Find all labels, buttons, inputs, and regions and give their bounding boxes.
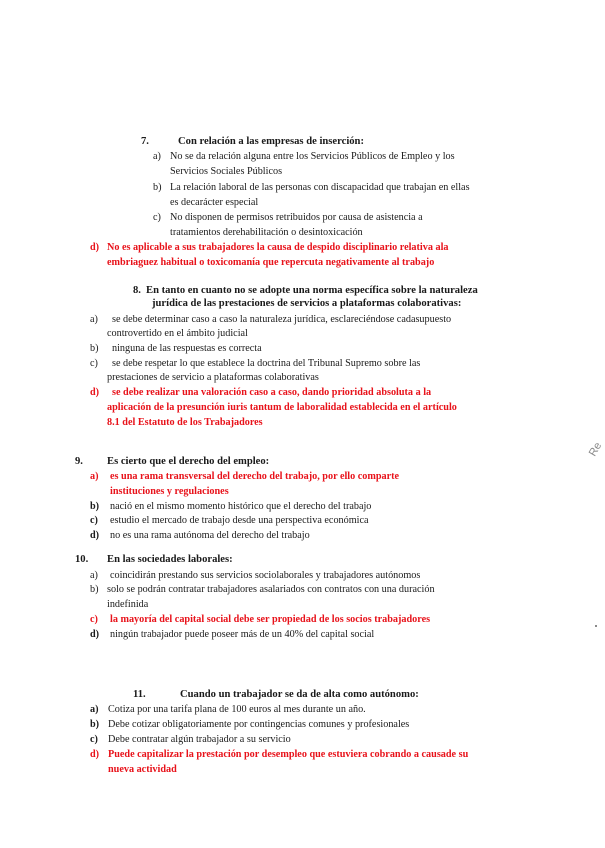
q11-option-d-text-2: nueva actividad: [108, 764, 177, 775]
q7-option-a-text-2: Servicios Sociales Públicos: [170, 166, 283, 177]
q8-option-d-text-2: aplicación de la presunción iuris tantum de laboralidad establecida en el artículo: [107, 402, 457, 413]
q11-option-c-text-1: Debe contratar algún trabajador a su servicio: [108, 734, 291, 745]
q9-option-b-text-1: nació en el mismo momento histórico que el derecho del trabajo: [110, 501, 372, 512]
question-8-title-1: En tanto en cuanto no se adopte una norma específica sobre la naturaleza: [146, 285, 478, 296]
q11-option-c-letter: c): [90, 734, 98, 745]
question-10-title: En las sociedades laborales:: [107, 554, 233, 565]
q9-option-d-text-1: no es una rama autónoma del derecho del trabajo: [110, 530, 310, 541]
q11-option-b-letter: b): [90, 719, 100, 730]
q11-option-a-letter: a): [90, 704, 99, 715]
q7-option-a-text-1: No se da relación alguna entre los Servicios Públicos de Empleo y los: [170, 151, 455, 162]
q11-option-b-text-1: Debe cotizar obligatoriamente por contingencias comunes y profesionales: [108, 719, 410, 730]
question-7-number: 7.: [141, 136, 149, 147]
q8-option-a-letter: a): [90, 314, 98, 325]
q7-option-c-letter: c): [153, 212, 161, 223]
q10-option-b-text-2: indefinida: [107, 599, 149, 610]
question-9-title: Es cierto que el derecho del empleo:: [107, 456, 270, 467]
q8-option-b-letter: b): [90, 343, 99, 354]
q11-option-d-text-1: Puede capitalizar la prestación por desempleo que estuviera cobrando a causade su: [108, 749, 469, 760]
question-8-number: 8.: [133, 285, 141, 296]
q10-option-a-letter: a): [90, 570, 98, 581]
q8-option-d-text-3: 8.1 del Estatuto de los Trabajadores: [107, 417, 263, 428]
q11-option-d-letter: d): [90, 749, 100, 760]
q8-option-a-text-1: se debe determinar caso a caso la naturaleza jurídica, esclareciéndose cadasupuesto: [112, 314, 452, 325]
q9-option-c-text-1: estudio el mercado de trabajo desde una perspectiva económica: [110, 515, 369, 526]
q7-option-c-text-2: tratamientos derehabilitación o desintoxicación: [170, 227, 363, 238]
q9-option-a-text-1: es una rama transversal del derecho del trabajo, por ello comparte: [110, 471, 400, 482]
q8-option-d-letter: d): [90, 387, 100, 398]
q10-option-a-text-1: coincidirán prestando sus servicios sociolaborales y trabajadores autónomos: [110, 570, 421, 581]
q10-option-d-text-1: ningún trabajador puede poseer más de un 40% del capital social: [110, 629, 375, 640]
watermark: Re: [586, 440, 605, 459]
q11-option-a-text-1: Cotiza por una tarifa plana de 100 euros al mes durante un año.: [108, 704, 366, 715]
question-11-number: 11.: [133, 689, 146, 700]
q7-option-b-text-2: es decarácter especial: [170, 197, 259, 208]
question-8-title-2: jurídica de las prestaciones de servicios a plataformas colaborativas:: [152, 298, 462, 309]
question-7-title: Con relación a las empresas de inserción:: [178, 136, 364, 147]
q10-option-b-text-1: solo se podrán contratar trabajadores asalariados con contratos con una duración: [107, 584, 435, 595]
q9-option-a-letter: a): [90, 471, 99, 482]
q7-option-b-text-1: La relación laboral de las personas con discapacidad que trabajan en ellas: [170, 182, 470, 193]
q7-option-d-letter: d): [90, 242, 100, 253]
q9-option-d-letter: d): [90, 530, 100, 541]
question-10-number: 10.: [75, 554, 89, 565]
q8-option-a-text-2: controvertido en el ámbito judicial: [107, 328, 248, 339]
q8-option-c-text-2: prestaciones de servicio a plataformas colaborativas: [107, 372, 319, 383]
q8-option-b-text-1: ninguna de las respuestas es correcta: [112, 343, 262, 354]
q10-option-b-letter: b): [90, 584, 99, 595]
q7-option-c-text-1: No disponen de permisos retribuidos por causa de asistencia a: [170, 212, 423, 223]
q9-option-c-letter: c): [90, 515, 98, 526]
q10-option-d-letter: d): [90, 629, 100, 640]
q10-option-c-letter: c): [90, 614, 98, 625]
q9-option-a-text-2: instituciones y regulaciones: [110, 486, 229, 497]
watermark-dot: [595, 625, 597, 627]
q7-option-d-text-1: No es aplicable a sus trabajadores la causa de despido disciplinario relativa ala: [107, 242, 449, 253]
q8-option-c-text-1: se debe respetar lo que establece la doctrina del Tribunal Supremo sobre las: [112, 358, 421, 369]
q8-option-d-text-1: se debe realizar una valoración caso a caso, dando prioridad absoluta a la: [112, 387, 432, 398]
q9-option-b-letter: b): [90, 501, 100, 512]
q7-option-a-letter: a): [153, 151, 161, 162]
q7-option-d-text-2: embriaguez habitual o toxicomanía que repercuta negativamente al trabajo: [107, 257, 435, 268]
question-11-title: Cuando un trabajador se da de alta como autónomo:: [180, 689, 419, 700]
q8-option-c-letter: c): [90, 358, 98, 369]
question-9-number: 9.: [75, 456, 83, 467]
q7-option-b-letter: b): [153, 182, 162, 193]
q10-option-c-text-1: la mayoría del capital social debe ser propiedad de los socios trabajadores: [110, 614, 431, 625]
